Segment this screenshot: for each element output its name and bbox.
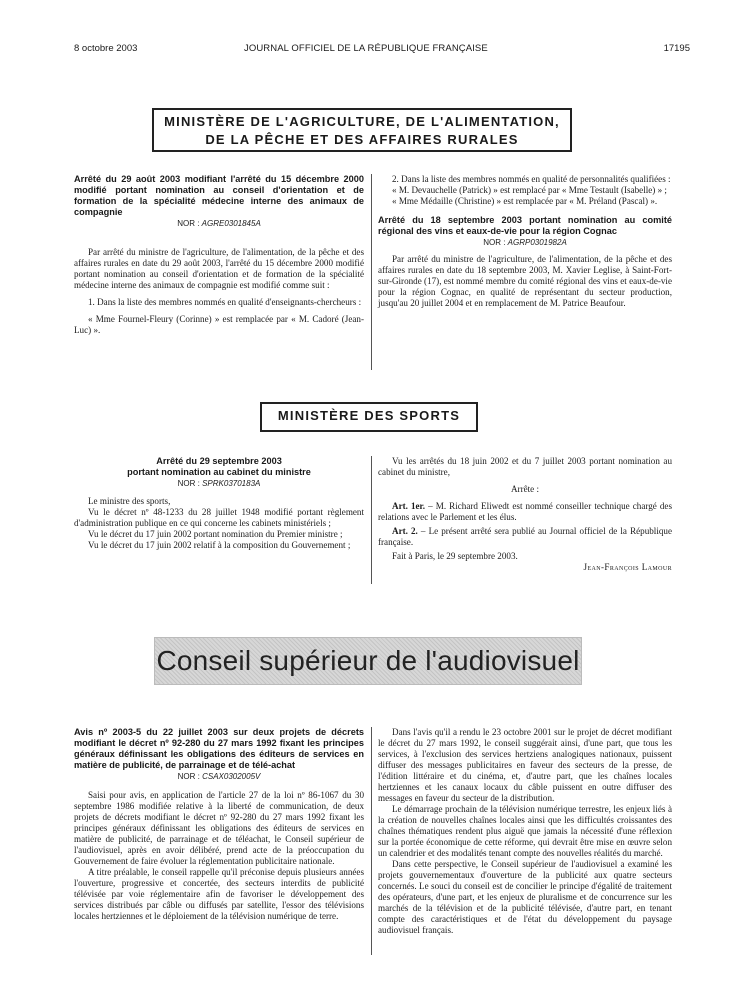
ministry-agriculture-line1: MINISTÈRE DE L'AGRICULTURE, DE L'ALIMENTATION, [164, 114, 560, 129]
arrete-29-aout-nor [74, 218, 364, 229]
article-1-text: – M. Richard Eliwedt est nommé conseiller technique chargé des relations avec le Parlement et les élus. [378, 501, 672, 522]
avis-column-left [74, 727, 364, 922]
column-divider [371, 174, 372, 370]
arrete-29-sept-column [74, 456, 364, 551]
avis-column-right [378, 727, 672, 936]
arrete-18-sept-p1: Par arrêté du ministre de l'agriculture, de l'alimentation, de la pêche et des affaires rurales en date du 18 septembre 2003, M. Xavier Leglise, à Saint-Fort-sur-Gironde (17), est nommé membre du comité régional des vins et eaux-de-vie pour la région Cognac, en qualité de représentant du secteur production, jusqu'au 20 juillet 2004 et en remplacement de M. Patrice Beaufour. [378, 254, 672, 308]
arrete-29-aout-p4: 2. Dans la liste des membres nommés en qualité de personnalités qualifiées : [392, 174, 671, 184]
arrete-29-sept-p4: Vu le décret du 17 juin 2002 relatif à la composition du Gouvernement ; [88, 540, 351, 550]
arrete-18-sept-nor [378, 237, 672, 248]
arrete-29-aout-p3: « Mme Fournel-Fleury (Corinne) » est remplacée par « M. Cadoré (Jean-Luc) ». [74, 314, 364, 335]
nor-code: AGRE0301845A [201, 219, 261, 228]
column-divider [371, 456, 372, 584]
avis-p1: Saisi pour avis, en application de l'article 27 de la loi nº 86-1067 du 30 septembre 1986 modifiée relative à la liberté de communication, de deux projets de décrets modifiant le décret nº 92-280 du 27 mars 1992 fixant les principes généraux définissant les obligations des éditeurs de services en matière de publicité, de parrainage et de téléachat, le Conseil supérieur de l'audiovisuel, après en avoir délibéré, prend acte de la préoccupation du Gouvernement de faire évoluer la réglementation publicitaire nationale. [74, 790, 364, 866]
nor-code: CSAX0302005V [202, 772, 261, 781]
avis-p2: A titre préalable, le conseil rappelle qu'il préconise depuis plusieurs années l'ouverture, progressive et concertée, des secteurs interdits de publicité télévisée par voie réglementaire afin de favoriser le développement des services distribués par câble ou diffusés par satellite, l'essor des télévisions locales hertziennes et le déploiement de la télévision numérique de terre. [74, 867, 364, 921]
avis-p3: Dans l'avis qu'il a rendu le 23 octobre 2001 sur le projet de décret modifiant le décret du 27 mars 1992, le conseil suggérait ainsi, d'une part, que tous les services, à l'exclusion des services hertziens analogiques nationaux, puissent diffuser des messages publicitaires en faveur des secteurs de la presse, de l'édition littéraire et du cinéma, et, d'autre part, que les chaînes locales hertziennes et les canaux locaux du câble puissent en outre diffuser des messages en faveur du secteur de la distribution. [378, 727, 672, 803]
ministry-agriculture-line2: DE LA PÊCHE ET DES AFFAIRES RURALES [205, 132, 519, 147]
arrete-29-aout-p6: « Mme Médaille (Christine) » est remplacée par « M. Préland (Pascal) ». [392, 196, 658, 206]
arrete-29-sept-continued-column [378, 456, 672, 573]
ministry-sports-heading: MINISTÈRE DES SPORTS [260, 402, 478, 432]
arrete-29-sept-p1: Le ministre des sports, [88, 496, 171, 506]
arrete-29-sept-title-line2: portant nomination au cabinet du ministre [127, 467, 311, 477]
nor-label: NOR : [177, 772, 203, 781]
arrete-29-aout-continued-column [378, 174, 672, 309]
arrete-29-sept-nor [74, 478, 364, 489]
arrete-29-aout-p1: Par arrêté du ministre de l'agriculture, de l'alimentation, de la pêche et des affaires rurales en date du 29 août 2003, l'arrêté du 15 décembre 2000 modifié portant nomination au conseil d'orientation et de formation de la spécialité médecine interne des animaux de compagnie est modifié comme suit : [74, 247, 364, 290]
avis-title: Avis nº 2003-5 du 22 juillet 2003 sur deux projets de décrets modifiant le décret nº 92-280 du 27 mars 1992 fixant les principes généraux définissant les obligations des éditeurs de services en matière de publicité, de parrainage et de télé-achat [74, 727, 364, 770]
column-divider [371, 727, 372, 955]
arrete-29-sept-p5: Vu les arrêtés du 18 juin 2002 et du 7 juillet 2003 portant nomination au cabinet du ministre, [378, 456, 672, 477]
arrete-29-sept-p3: Vu le décret du 17 juin 2002 portant nomination du Premier ministre ; [88, 529, 343, 539]
header-page-number: 17195 [663, 43, 690, 54]
signature: Jean-François Lamour [583, 562, 672, 572]
fait-a-paris: Fait à Paris, le 29 septembre 2003. [392, 551, 518, 561]
nor-code: SPRK0370183A [202, 479, 261, 488]
article-2-text: – Le présent arrêté sera publié au Journal officiel de la République française. [378, 526, 672, 547]
arrete-29-aout-column [74, 174, 364, 336]
arrete-29-aout-p5: « M. Devauchelle (Patrick) » est remplacé par « Mme Testault (Isabelle) » ; [392, 185, 667, 195]
arrete-18-sept-title: Arrêté du 18 septembre 2003 portant nomination au comité régional des vins et eaux-de-vie pour la région Cognac [378, 215, 672, 236]
article-2-label: Art. 2. [392, 526, 418, 536]
nor-label: NOR : [483, 238, 508, 247]
arrete-29-aout-title: Arrêté du 29 août 2003 modifiant l'arrêté du 15 décembre 2000 modifié portant nomination au conseil d'orientation et de formation de la spécialité médecine interne des animaux de compagnie [74, 174, 364, 217]
ministry-agriculture-heading [152, 108, 572, 152]
avis-p5: Dans cette perspective, le Conseil supérieur de l'audiovisuel a examiné les projets gouvernementaux d'ouverture de la publicité aux quatre secteurs concernés. Le souci du conseil est de concilier le principe d'égalité de traitement des opérateurs, d'une part, et les enjeux de pluralisme et de concurrence sur les marchés de la télévision et de la publicité télévisée, d'autre part, en tenant compte des caractéristiques et de l'état du développement du paysage audiovisuel français. [378, 859, 672, 935]
article-2 [378, 526, 672, 548]
nor-label: NOR : [177, 219, 202, 228]
header-date: 8 octobre 2003 [74, 43, 138, 54]
article-1-label: Art. 1er. [392, 501, 426, 511]
page-header [74, 43, 690, 57]
article-1 [378, 501, 672, 523]
arrete-label: Arrête : [510, 484, 540, 494]
avis-nor [74, 771, 364, 782]
nor-label: NOR : [177, 479, 203, 488]
header-journal-title: JOURNAL OFFICIEL DE LA RÉPUBLIQUE FRANÇAISE [244, 43, 488, 54]
arrete-29-aout-p2: 1. Dans la liste des membres nommés en qualité d'enseignants-chercheurs : [88, 297, 362, 307]
arrete-29-sept-title-line1: Arrêté du 29 septembre 2003 [156, 456, 282, 466]
avis-p4: Le démarrage prochain de la télévision numérique terrestre, les enjeux liés à la création de nouvelles chaînes locales ainsi que les difficultés croissantes des chaînes thématiques rendent plus aiguë que jamais la nécessité d'une réflexion sur la portée économique de cette réforme, qui devrait être mise en œuvre selon un calendrier et des modalités tenant compte des nouvelles réalités du marché. [378, 804, 672, 858]
csa-banner: Conseil supérieur de l'audiovisuel [154, 637, 582, 685]
arrete-29-sept-p2: Vu le décret nº 48-1233 du 28 juillet 1948 modifié portant règlement d'administration publique en ce qui concerne les cabinets ministériels ; [74, 507, 364, 528]
nor-code: AGRP0301982A [507, 238, 567, 247]
